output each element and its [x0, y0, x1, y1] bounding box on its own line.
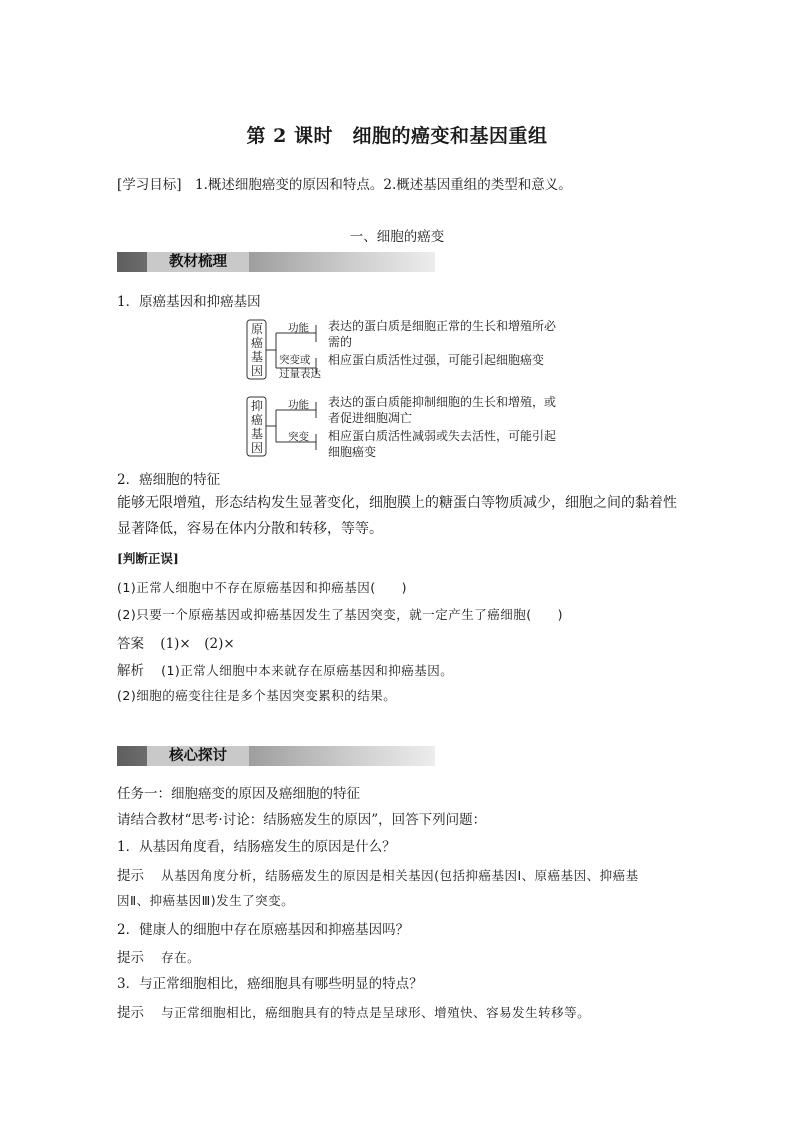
gene-diagram	[246, 318, 566, 462]
hint-text: 与正常细胞相比，癌细胞具有的特点是呈球形、增殖快、容易发生转移等。	[161, 1005, 591, 1020]
char: 基	[250, 427, 263, 441]
analysis-label: 解析	[117, 663, 144, 679]
hint-row	[117, 946, 200, 966]
page-title: 第 2 课时 细胞的癌变和基因重组	[246, 125, 548, 147]
proto-oncogene-label	[250, 322, 264, 378]
question: 3．与正常细胞相比，癌细胞具有哪些明显的特点？	[117, 976, 423, 992]
char: 因	[250, 364, 263, 378]
section-heading: 一、细胞的癌变	[349, 229, 445, 245]
mutation-label: 突变	[288, 431, 309, 443]
item-title: 1．原癌基因和抑癌基因	[117, 294, 261, 310]
hint-label: 提示	[117, 868, 144, 884]
hint-row	[117, 864, 639, 884]
char: 癌	[250, 413, 263, 427]
function-label: 功能	[288, 322, 309, 334]
char: 癌	[250, 336, 263, 350]
suppressor-function-text: 表达的蛋白质能抑制细胞的生长和增殖，或者促进细胞凋亡	[328, 395, 557, 425]
question: 2．健康人的细胞中存在原癌基因和抑癌基因吗？	[117, 922, 410, 938]
hint-label: 提示	[117, 950, 144, 966]
banner-label: 核心探讨	[147, 746, 249, 766]
analysis-text: (1)正常人细胞中本来就存在原癌基因和抑癌基因。	[161, 663, 454, 678]
section-banner-textbook	[117, 252, 435, 272]
suppressor-mutation-text: 相应蛋白质活性减弱或失去活性，可能引起细胞癌变	[328, 429, 557, 459]
judge-item: (2)只要一个原癌基因或抑癌基因发生了基因突变，就一定产生了癌细胞( )	[117, 607, 563, 622]
judge-heading: [判断正误]	[117, 551, 179, 566]
banner-label: 教材梳理	[147, 252, 249, 272]
section-banner-core	[117, 746, 435, 766]
judge-item: (1)正常人细胞中不存在原癌基因和抑癌基因( )	[117, 580, 407, 595]
char: 原	[250, 322, 263, 336]
learning-objectives: [学习目标] 1.概述细胞癌变的原因和特点。2.概述基因重组的类型和意义。	[117, 177, 572, 193]
hint-text: 从基因角度分析，结肠癌发生的原因是相关基因(包括抑癌基因Ⅰ、原癌基因、抑癌基	[161, 868, 639, 883]
hint-text-continued: 因Ⅱ、抑癌基因Ⅲ)发生了突变。	[117, 893, 295, 908]
mutation-label: 过量表达	[279, 368, 321, 380]
answer-label: 答案	[117, 636, 144, 652]
char: 抑	[250, 399, 263, 413]
char: 因	[250, 441, 263, 455]
tumor-suppressor-label	[250, 399, 264, 455]
hint-row	[117, 1001, 590, 1021]
task-intro: 请结合教材“思考·讨论：结肠癌发生的原因”，回答下列问题：	[117, 812, 487, 828]
analysis-row	[117, 659, 453, 679]
mutation-label: 突变或	[279, 354, 311, 366]
proto-mutation-text: 相应蛋白质活性过强，可能引起细胞癌变	[328, 353, 545, 367]
answer-row	[117, 632, 235, 652]
char: 基	[250, 350, 263, 364]
item-title: 2．癌细胞的特征	[117, 472, 221, 488]
analysis-text: (2)细胞的癌变往往是多个基因突变累积的结果。	[117, 688, 397, 703]
hint-text: 存在。	[161, 950, 201, 965]
proto-function-text: 表达的蛋白质是细胞正常的生长和增殖所必需的	[328, 319, 557, 349]
function-label: 功能	[288, 399, 309, 411]
task-title: 任务一：细胞癌变的原因及癌细胞的特征	[117, 786, 360, 802]
answer-value: (1)× (2)×	[160, 636, 235, 652]
hint-label: 提示	[117, 1005, 144, 1021]
question: 1．从基因角度看，结肠癌发生的原因是什么？	[117, 839, 396, 855]
cancer-features-paragraph: 能够无限增殖，形态结构发生显著变化，细胞膜上的糖蛋白等物质减少，细胞之间的黏着性显著降低，容易在体内分散和转移，等等。	[117, 495, 677, 537]
